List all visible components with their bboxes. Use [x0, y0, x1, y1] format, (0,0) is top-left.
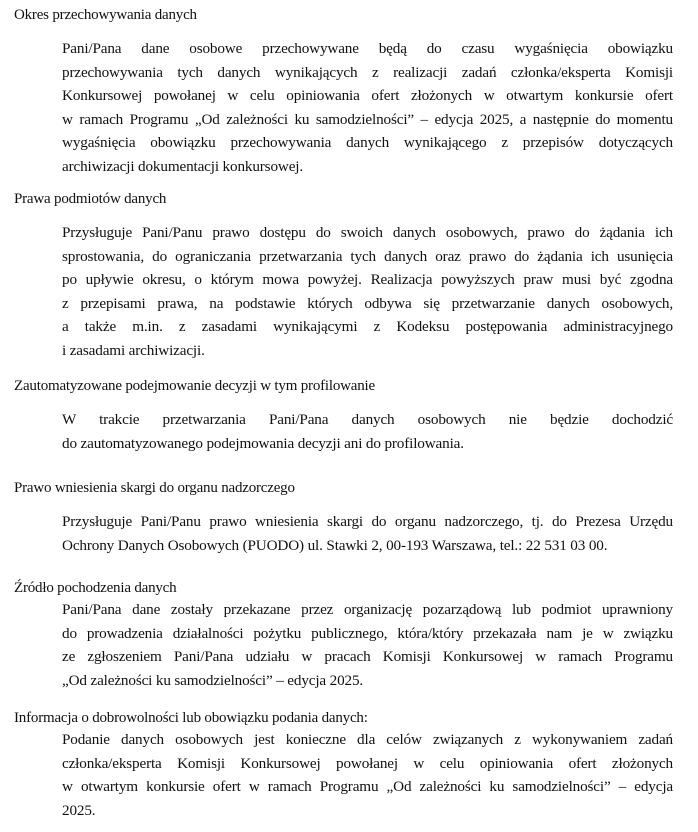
- text-line: w ramach Programu „Od zależności ku samodzielności” – edycja 2025, a następnie do momentu: [62, 110, 673, 128]
- text-line: do zautomatyzowanego podejmowania decyzji ani do profilowania.: [62, 434, 464, 452]
- section-heading-voluntary: Informacja o dobrowolności lub obowiązku podania danych:: [14, 710, 368, 726]
- text-line: do prowadzenia działalności pożytku publicznego, która/który przekazała nam je w związku: [62, 624, 673, 642]
- text-line: Ochrony Danych Osobowych (PUODO) ul. Stawki 2, 00-193 Warszawa, tel.: 22 531 03 00.: [62, 536, 608, 554]
- section-heading-retention: Okres przechowywania danych: [14, 7, 197, 23]
- text-line: z przepisami prawa, na podstawie których odbywa się przetwarzanie danych osobowych,: [62, 294, 673, 312]
- section-body-rights: [62, 221, 673, 362]
- text-line: wygaśnięcia obowiązku przechowywania danych wynikającego z przepisów dotyczących: [62, 134, 673, 151]
- text-line: Pani/Pana dane osobowe przechowywane będą do czasu wygaśnięcia obowiązku: [62, 40, 673, 57]
- text-line: sprostowania, do ograniczania przetwarzania tych danych oraz prawo do żądania ich usunięcia: [62, 247, 673, 265]
- text-line: po upływie okresu, o którym mowa powyżej. Realizacja powyższych praw musi być zgodna: [62, 271, 673, 288]
- text-line: członka/eksperta Komisji Konkursowej powołanej w celu opiniowania ofert złożonych: [62, 754, 673, 772]
- text-line: „Od zależności ku samodzielności” – edycja 2025.: [62, 671, 364, 689]
- section-body-retention: [62, 37, 673, 178]
- section-heading-data-source: Źródło pochodzenia danych: [14, 580, 177, 596]
- section-body-automated-decisions: [62, 408, 673, 455]
- text-line: 2025.: [62, 801, 96, 819]
- text-line: Przysługuje Pani/Panu prawo wniesienia skargi do organu nadzorczego, tj. do Prezesa Urzędu: [62, 513, 673, 530]
- section-heading-rights: Prawa podmiotów danych: [14, 191, 167, 207]
- text-line: a także m.in. z zasadami wynikającymi z Kodeksu postępowania administracyjnego: [62, 318, 673, 335]
- section-body-voluntary: [62, 728, 673, 822]
- text-line: ze zgłoszeniem Pani/Pana udziału w pracach Komisji Konkursowej w ramach Programu: [62, 648, 673, 665]
- text-line: Pani/Pana dane zostały przekazane przez organizację pozarządową lub podmiot uprawniony: [62, 601, 673, 618]
- text-line: Konkursowej powołanej w celu opiniowania ofert złożonych w otwartym konkursie ofert: [62, 87, 673, 104]
- text-line: Podanie danych osobowych jest konieczne dla celów związanych z wykonywaniem zadań: [62, 731, 673, 748]
- text-line: przechowywania tych danych wynikających z realizacji zadań członka/eksperta Komisji: [62, 63, 673, 81]
- text-line: W trakcie przetwarzania Pani/Pana danych osobowych nie będzie dochodzić: [62, 411, 673, 428]
- text-line: archiwizacji dokumentacji konkursowej.: [62, 157, 304, 175]
- section-body-data-source: [62, 598, 673, 692]
- text-line: i zasadami archiwizacji.: [62, 341, 205, 359]
- section-body-complaint: [62, 510, 673, 557]
- section-heading-complaint: Prawo wniesienia skargi do organu nadzorczego: [14, 480, 295, 496]
- text-line: w otwartym konkursie ofert w ramach Programu „Od zależności ku samodzielności” – edycja: [62, 778, 673, 795]
- text-line: Przysługuje Pani/Panu prawo dostępu do swoich danych osobowych, prawo do żądania ich: [62, 224, 673, 241]
- section-heading-automated-decisions: Zautomatyzowane podejmowanie decyzji w tym profilowanie: [14, 378, 375, 394]
